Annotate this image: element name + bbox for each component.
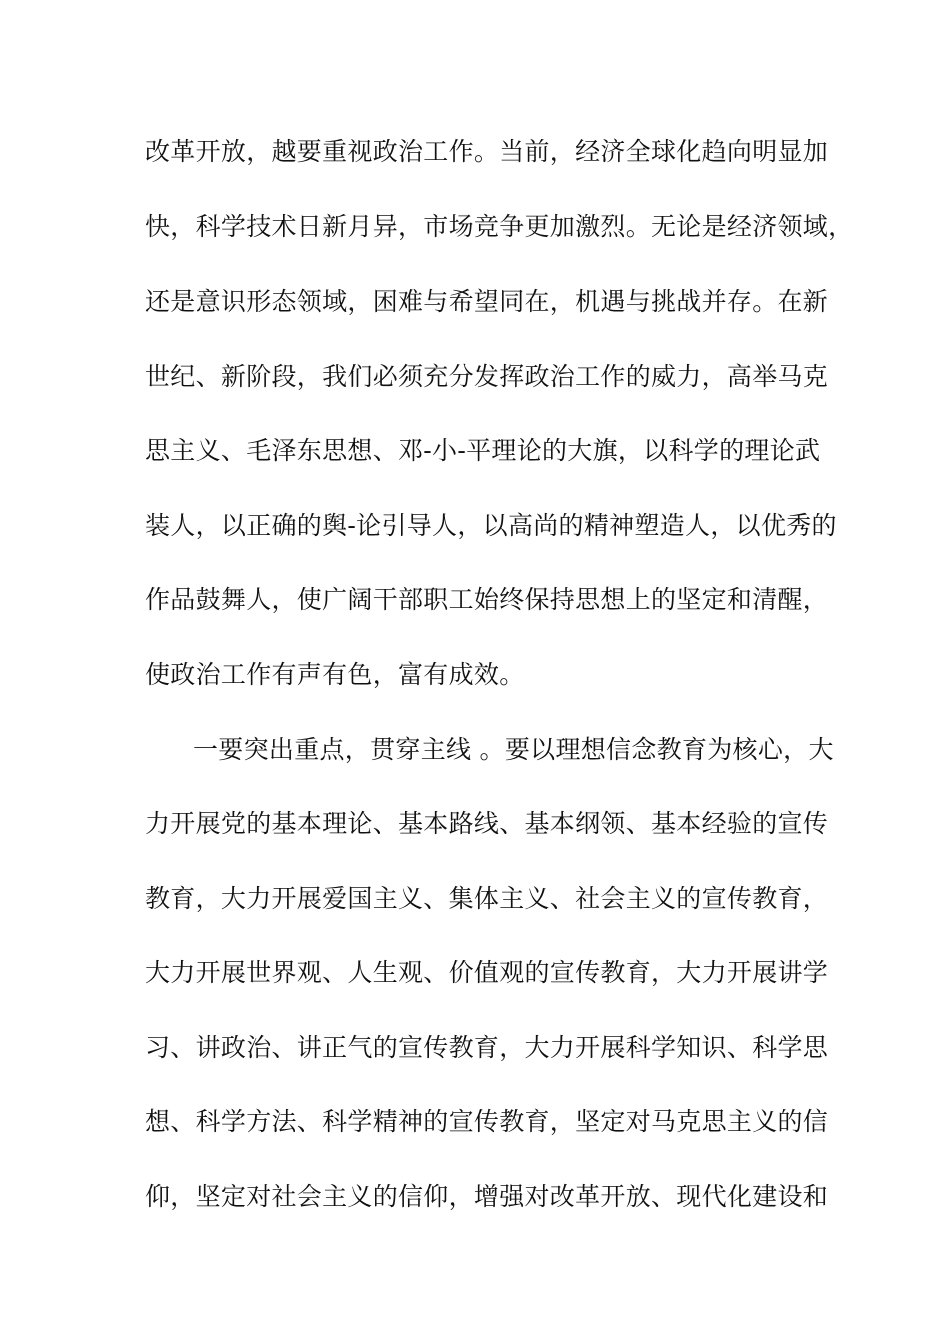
text-line: 使政治工作有声有色，富有成效。 xyxy=(145,660,525,689)
text-line: 想、科学方法、科学精神的宣传教育，坚定对马克思主义的信 xyxy=(145,1107,829,1136)
text-line: 习、讲政治、讲正气的宣传教育，大力开展科学知识、科学思 xyxy=(145,1033,829,1062)
text-line: 改革开放，越要重视政治工作。当前，经济全球化趋向明显加 xyxy=(145,137,829,166)
text-line: 还是意识形态领域，困难与希望同在，机遇与挑战并存。在新 xyxy=(145,287,829,316)
paragraph-first-line: 一要突出重点，贯穿主线 。要以理想信念教育为核心，大 xyxy=(193,735,834,764)
text-line: 作品鼓舞人，使广阔干部职工始终保持思想上的坚定和清醒， xyxy=(145,585,829,614)
text-line: 大力开展世界观、人生观、价值观的宣传教育，大力开展讲学 xyxy=(145,958,829,987)
text-line: 教育，大力开展爱国主义、集体主义、社会主义的宣传教育， xyxy=(145,884,829,913)
text-line: 快，科学技术日新月异，市场竞争更加激烈。无论是经济领域， xyxy=(145,212,854,241)
text-line: 装人，以正确的舆-论引导人，以高尚的精神塑造人，以优秀的 xyxy=(145,511,837,540)
text-line: 力开展党的基本理论、基本路线、基本纲领、基本经验的宣传 xyxy=(145,809,829,838)
text-line: 世纪、新阶段，我们必须充分发挥政治工作的威力，高举马克 xyxy=(145,362,829,391)
text-line: 仰，坚定对社会主义的信仰，增强对改革开放、现代化建设和 xyxy=(145,1182,829,1211)
text-line: 思主义、毛泽东思想、邓-小-平理论的大旗，以科学的理论武 xyxy=(145,436,821,465)
